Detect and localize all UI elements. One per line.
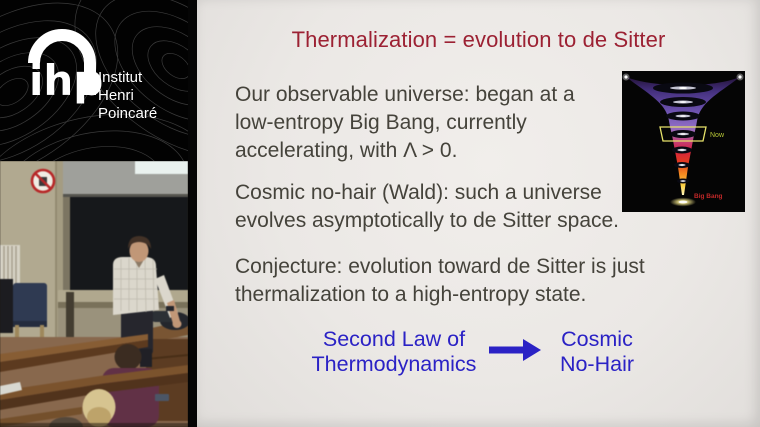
- wristwatch: [166, 306, 174, 311]
- paragraph-line: low-entropy Big Bang, currently: [235, 111, 527, 134]
- label-line: Thermodynamics: [311, 352, 477, 376]
- black-chair: [0, 279, 13, 333]
- arrow-right-icon: [487, 337, 541, 363]
- big-bang-label: Big Bang: [694, 193, 723, 200]
- cosmic-no-hair-label: [551, 327, 643, 377]
- paragraph-cosmic-no-hair: [235, 179, 619, 235]
- label-line: Cosmic: [561, 327, 633, 351]
- paragraph-line: thermalization to a high-entropy state.: [235, 283, 587, 306]
- paragraph-conjecture: [235, 253, 645, 309]
- second-law-label: [301, 327, 487, 377]
- paragraph-line: accelerating, with Λ > 0.: [235, 139, 458, 162]
- presentation-slide: [197, 0, 760, 427]
- classroom-scene: [0, 161, 188, 427]
- now-label: Now: [710, 132, 725, 139]
- ihp-logo-text: ihp: [29, 56, 104, 105]
- classroom-video-feed: [0, 161, 188, 427]
- paragraph-observable-universe: [235, 81, 575, 165]
- wall-pipe: [66, 292, 74, 338]
- panel-divider: [188, 0, 197, 427]
- paragraph-line: evolves asymptotically to de Sitter space.: [235, 209, 620, 232]
- institute-line-2: Henri: [98, 87, 134, 104]
- student-head: [115, 344, 142, 370]
- paragraph-line: Our observable universe: began at a: [235, 83, 575, 106]
- institute-line-3: Poincaré: [98, 105, 158, 122]
- ihp-logo-graphic: [0, 0, 188, 161]
- phone-on-bench: [155, 394, 169, 401]
- paragraph-line: Conjecture: evolution toward de Sitter is just: [235, 255, 645, 278]
- left-column: [0, 0, 188, 427]
- lecturer-hand: [173, 320, 182, 328]
- label-line: No-Hair: [559, 352, 635, 376]
- cosmic-expansion-figure: [622, 71, 745, 212]
- no-smoking-sign: [32, 170, 54, 192]
- lecturer-shirt: [113, 257, 159, 315]
- projected-light: [135, 161, 188, 174]
- slide-title: Thermalization = evolution to de Sitter: [291, 27, 666, 52]
- label-line: Second Law of: [322, 327, 466, 351]
- paragraph-line: Cosmic no-hair (Wald): such a universe: [235, 181, 602, 204]
- ihp-logo-panel: [0, 0, 188, 161]
- institute-line-1: Institut: [98, 69, 143, 86]
